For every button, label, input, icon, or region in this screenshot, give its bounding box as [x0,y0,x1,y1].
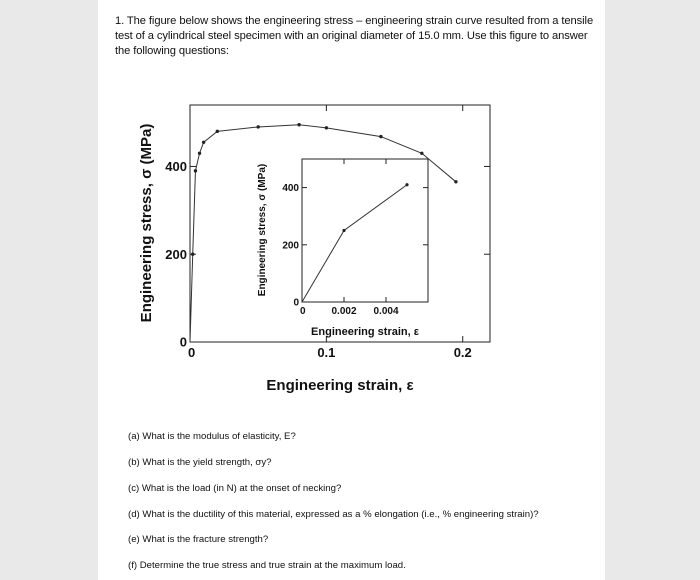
question-b: (b) What is the yield strength, σy? [128,457,272,468]
data-point [342,229,345,232]
data-point [202,141,205,144]
data-point [198,152,201,155]
data-point [405,183,408,186]
y-tick-label: 0 [293,297,299,309]
data-point [379,135,382,138]
x-tick-label: 0.1 [317,345,336,360]
question-f: (f) Determine the true stress and true strain at the maximum load. [128,560,406,571]
y-tick-label: 200 [165,246,187,262]
inset-plot-frame [302,159,428,302]
x-tick-label: 0.2 [453,345,472,360]
x-tick-label: 0 [300,306,306,317]
question-c: (c) What is the load (in N) at the onset of necking? [128,483,342,494]
question-d: (d) What is the ductility of this material, expressed as a % elongation (i.e., % engineering strain)? [128,509,539,520]
data-point [420,152,423,155]
inset-x-axis-title: Engineering strain, ε [311,326,419,338]
y-tick-label: 0 [179,334,187,350]
problem-statement: 1. The figure below shows the engineering stress – engineering strain curve resulted from a tensile test of a cylindrical steel specimen with an original diameter of 15.0 mm. Use this figure to answer the following questions: [115,15,594,57]
y-tick-label: 200 [282,240,299,252]
question-a: (a) What is the modulus of elasticity, E? [128,431,296,442]
question-e: (e) What is the fracture strength? [128,534,269,545]
main-x-axis-title: Engineering strain, ε [266,377,414,394]
y-tick-label: 400 [282,183,299,195]
main-y-axis-title: Engineering stress, σ (MPa) [138,123,155,323]
data-point [297,123,300,126]
x-tick-label: 0.004 [373,306,399,317]
data-point [194,169,197,172]
data-point [256,125,259,128]
data-point [191,253,194,256]
data-point [325,126,328,129]
y-tick-label: 400 [165,158,187,174]
x-tick-label: 0 [188,345,196,360]
stress-strain-chart [110,95,510,405]
x-tick-label: 0.002 [331,306,357,317]
data-point [216,130,219,133]
data-point [454,180,457,183]
inset-y-axis-title: Engineering stress, σ (MPa) [257,163,268,297]
